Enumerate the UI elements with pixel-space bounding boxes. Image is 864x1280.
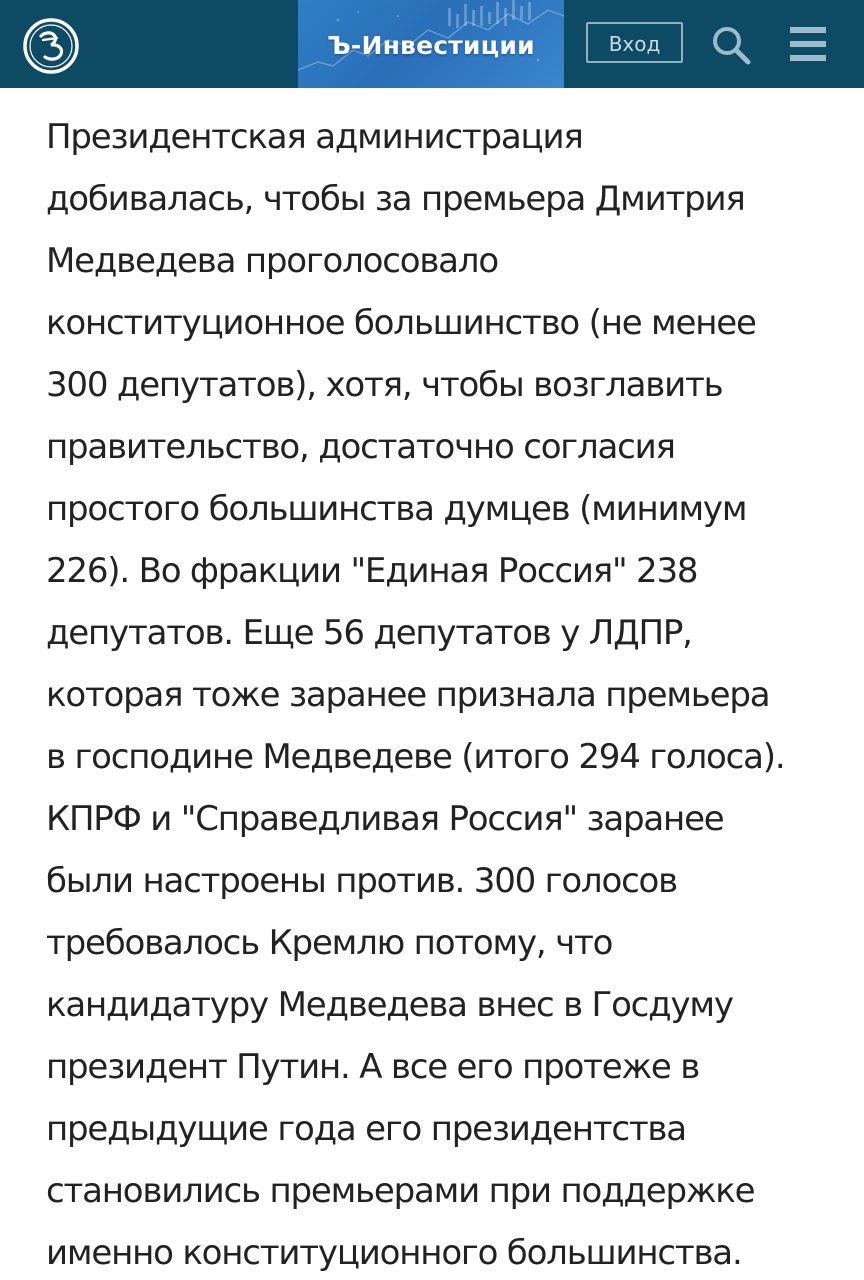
site-logo[interactable] [21,16,81,76]
login-button[interactable]: Вход [586,22,683,63]
article-paragraph: Президентская администрация добивалась, чтобы за премьера Дмитрия Медведева проголосовало конституционное большинство (не менее 300 депутатов), хотя, чтобы возглавить правительство, достаточно согласия простого большинства думцев (минимум 226). Во фракции "Единая Россия" 238 депутатов. Еще 56 депутатов у ЛДПР, которая тоже заранее признала премьера в господине Медведеве (итого 294 голоса). КПРФ и "Справедливая Россия" заранее были настроены против. 300 голосов требовалось Кремлю потому, что кандидатуру Медведева внес в Госдуму президент Путин. А все его протеже в предыдущие года его президентства становились премьерами при поддержке именно конституционного большинства. [46,117,785,1273]
banner-title: Ъ-Инвестиции [327,31,535,60]
kommersant-logo-icon [21,16,81,76]
hamburger-menu-icon[interactable] [788,25,828,63]
search-icon[interactable] [710,24,752,66]
site-header [0,0,864,88]
article-body [46,106,858,1280]
investments-banner[interactable] [298,0,564,88]
